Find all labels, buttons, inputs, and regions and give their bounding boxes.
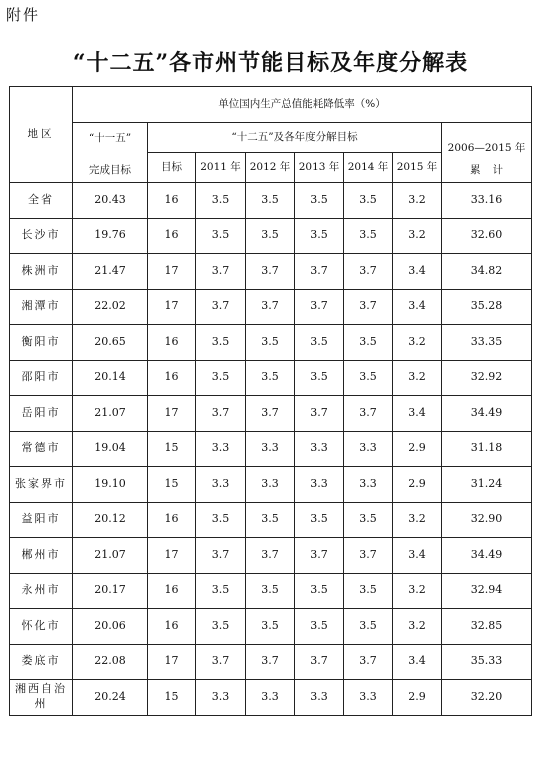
cell-eleventh: 20.12 [73, 502, 148, 538]
cell-y2011: 3.3 [196, 467, 246, 503]
cell-target: 16 [148, 609, 196, 645]
cell-y2013: 3.5 [295, 573, 344, 609]
cell-y2014: 3.3 [344, 431, 393, 467]
cell-cumulative: 32.60 [442, 218, 532, 254]
cell-target: 15 [148, 431, 196, 467]
cell-cumulative: 34.82 [442, 254, 532, 290]
cell-y2012: 3.5 [246, 573, 295, 609]
cell-region: 株洲市 [10, 254, 73, 290]
cell-y2011: 3.3 [196, 680, 246, 716]
cell-y2013: 3.5 [295, 502, 344, 538]
cell-y2013: 3.5 [295, 218, 344, 254]
cell-region: 长沙市 [10, 218, 73, 254]
header-main: 单位国内生产总值能耗降低率（%） [73, 87, 532, 123]
cell-region: 邵阳市 [10, 360, 73, 396]
cell-y2011: 3.5 [196, 218, 246, 254]
cell-y2011: 3.5 [196, 502, 246, 538]
cell-eleventh: 20.06 [73, 609, 148, 645]
table-row [10, 467, 532, 503]
cell-y2012: 3.7 [246, 254, 295, 290]
table-row [10, 538, 532, 574]
cell-y2014: 3.7 [344, 644, 393, 680]
header-target: 目标 [148, 153, 196, 183]
header-cumulative-line2: 累计 [470, 164, 516, 176]
cell-y2015: 3.4 [393, 644, 442, 680]
cell-y2011: 3.7 [196, 289, 246, 325]
header-eleventh-line2: 完成目标 [89, 164, 131, 176]
cell-eleventh: 22.02 [73, 289, 148, 325]
cell-region: 张家界市 [10, 467, 73, 503]
cell-region: 娄底市 [10, 644, 73, 680]
cell-y2014: 3.5 [344, 502, 393, 538]
cell-y2014: 3.3 [344, 467, 393, 503]
cell-cumulative: 35.28 [442, 289, 532, 325]
cell-y2013: 3.3 [295, 680, 344, 716]
header-twelfth-plan: “十二五”及各年度分解目标 [148, 123, 442, 153]
header-cumulative [442, 123, 532, 183]
cell-y2015: 3.4 [393, 254, 442, 290]
cell-target: 16 [148, 218, 196, 254]
cell-eleventh: 20.24 [73, 680, 148, 716]
table-row [10, 254, 532, 290]
cell-y2015: 2.9 [393, 431, 442, 467]
cell-y2011: 3.5 [196, 360, 246, 396]
cell-eleventh: 22.08 [73, 644, 148, 680]
cell-y2013: 3.7 [295, 254, 344, 290]
header-eleventh-line1: “十一五” [88, 132, 132, 144]
cell-region: 衡阳市 [10, 325, 73, 361]
cell-y2015: 3.2 [393, 609, 442, 645]
cell-y2013: 3.5 [295, 325, 344, 361]
cell-target: 16 [148, 325, 196, 361]
table-body [10, 183, 532, 716]
cell-eleventh: 20.65 [73, 325, 148, 361]
cell-y2011: 3.7 [196, 538, 246, 574]
cell-eleventh: 19.10 [73, 467, 148, 503]
cell-cumulative: 32.85 [442, 609, 532, 645]
cell-y2015: 2.9 [393, 680, 442, 716]
cell-y2012: 3.5 [246, 183, 295, 219]
cell-target: 16 [148, 502, 196, 538]
cell-region: 岳阳市 [10, 396, 73, 432]
cell-y2015: 3.4 [393, 538, 442, 574]
cell-y2014: 3.7 [344, 254, 393, 290]
cell-y2014: 3.5 [344, 183, 393, 219]
cell-y2014: 3.7 [344, 289, 393, 325]
cell-y2012: 3.7 [246, 289, 295, 325]
cell-y2012: 3.3 [246, 431, 295, 467]
cell-y2012: 3.7 [246, 538, 295, 574]
cell-region: 常德市 [10, 431, 73, 467]
cell-y2013: 3.3 [295, 467, 344, 503]
cell-cumulative: 33.16 [442, 183, 532, 219]
cell-y2014: 3.5 [344, 360, 393, 396]
cell-eleventh: 20.17 [73, 573, 148, 609]
table-header [10, 87, 532, 183]
cell-y2013: 3.7 [295, 289, 344, 325]
cell-region: 怀化市 [10, 609, 73, 645]
cell-y2014: 3.5 [344, 218, 393, 254]
header-2011: 2011 年 [196, 153, 246, 183]
header-cumulative-line1: 2006—2015 年 [447, 142, 526, 154]
cell-y2013: 3.5 [295, 183, 344, 219]
table-row [10, 644, 532, 680]
cell-cumulative: 31.24 [442, 467, 532, 503]
cell-y2015: 3.2 [393, 502, 442, 538]
energy-target-table [9, 86, 532, 716]
cell-target: 17 [148, 396, 196, 432]
cell-y2012: 3.5 [246, 609, 295, 645]
cell-y2012: 3.5 [246, 360, 295, 396]
cell-target: 17 [148, 644, 196, 680]
table-row [10, 431, 532, 467]
cell-y2015: 3.2 [393, 360, 442, 396]
cell-target: 17 [148, 254, 196, 290]
table-row [10, 360, 532, 396]
cell-y2012: 3.3 [246, 680, 295, 716]
cell-y2015: 3.2 [393, 183, 442, 219]
table-row [10, 502, 532, 538]
cell-region: 湘西自治州 [10, 680, 73, 716]
cell-y2011: 3.5 [196, 609, 246, 645]
cell-target: 15 [148, 467, 196, 503]
cell-target: 17 [148, 538, 196, 574]
cell-y2011: 3.5 [196, 573, 246, 609]
cell-y2015: 3.2 [393, 325, 442, 361]
cell-y2014: 3.3 [344, 680, 393, 716]
cell-target: 15 [148, 680, 196, 716]
cell-target: 16 [148, 360, 196, 396]
cell-y2014: 3.7 [344, 396, 393, 432]
cell-eleventh: 20.14 [73, 360, 148, 396]
cell-eleventh: 20.43 [73, 183, 148, 219]
cell-cumulative: 32.94 [442, 573, 532, 609]
document-title: “十二五”各市州节能目标及年度分解表 [72, 50, 469, 76]
cell-y2013: 3.5 [295, 360, 344, 396]
table-row [10, 573, 532, 609]
cell-eleventh: 19.76 [73, 218, 148, 254]
cell-y2011: 3.7 [196, 254, 246, 290]
cell-y2013: 3.5 [295, 609, 344, 645]
table-row [10, 396, 532, 432]
cell-y2012: 3.5 [246, 218, 295, 254]
cell-y2011: 3.7 [196, 644, 246, 680]
header-region: 地区 [10, 87, 73, 183]
cell-y2011: 3.5 [196, 325, 246, 361]
cell-eleventh: 21.07 [73, 538, 148, 574]
cell-y2012: 3.7 [246, 644, 295, 680]
cell-region: 湘潭市 [10, 289, 73, 325]
cell-region: 永州市 [10, 573, 73, 609]
cell-y2015: 2.9 [393, 467, 442, 503]
header-2014: 2014 年 [344, 153, 393, 183]
cell-region: 益阳市 [10, 502, 73, 538]
cell-region: 全省 [10, 183, 73, 219]
cell-y2012: 3.3 [246, 467, 295, 503]
cell-cumulative: 32.90 [442, 502, 532, 538]
cell-y2014: 3.5 [344, 325, 393, 361]
table-row [10, 325, 532, 361]
cell-y2013: 3.7 [295, 538, 344, 574]
cell-cumulative: 31.18 [442, 431, 532, 467]
cell-cumulative: 32.92 [442, 360, 532, 396]
cell-y2011: 3.7 [196, 396, 246, 432]
header-2015: 2015 年 [393, 153, 442, 183]
cell-y2012: 3.7 [246, 396, 295, 432]
cell-y2013: 3.7 [295, 396, 344, 432]
table-row [10, 609, 532, 645]
cell-y2015: 3.2 [393, 218, 442, 254]
cell-y2014: 3.7 [344, 538, 393, 574]
header-eleventh-plan [73, 123, 148, 183]
cell-y2013: 3.3 [295, 431, 344, 467]
table-row [10, 183, 532, 219]
cell-y2015: 3.4 [393, 396, 442, 432]
cell-eleventh: 19.04 [73, 431, 148, 467]
cell-target: 16 [148, 573, 196, 609]
header-2012: 2012 年 [246, 153, 295, 183]
cell-y2012: 3.5 [246, 325, 295, 361]
cell-cumulative: 34.49 [442, 396, 532, 432]
cell-target: 16 [148, 183, 196, 219]
cell-y2012: 3.5 [246, 502, 295, 538]
cell-y2011: 3.5 [196, 183, 246, 219]
cell-eleventh: 21.07 [73, 396, 148, 432]
cell-target: 17 [148, 289, 196, 325]
cell-region: 郴州市 [10, 538, 73, 574]
table-row [10, 218, 532, 254]
cell-y2014: 3.5 [344, 609, 393, 645]
cell-y2014: 3.5 [344, 573, 393, 609]
cell-cumulative: 32.20 [442, 680, 532, 716]
cell-y2011: 3.3 [196, 431, 246, 467]
table-row [10, 289, 532, 325]
cell-eleventh: 21.47 [73, 254, 148, 290]
cell-cumulative: 33.35 [442, 325, 532, 361]
cell-y2015: 3.4 [393, 289, 442, 325]
cell-cumulative: 35.33 [442, 644, 532, 680]
cell-y2015: 3.2 [393, 573, 442, 609]
cell-cumulative: 34.49 [442, 538, 532, 574]
cell-y2013: 3.7 [295, 644, 344, 680]
attachment-label: 附件 [6, 6, 41, 24]
header-2013: 2013 年 [295, 153, 344, 183]
table-row [10, 680, 532, 716]
